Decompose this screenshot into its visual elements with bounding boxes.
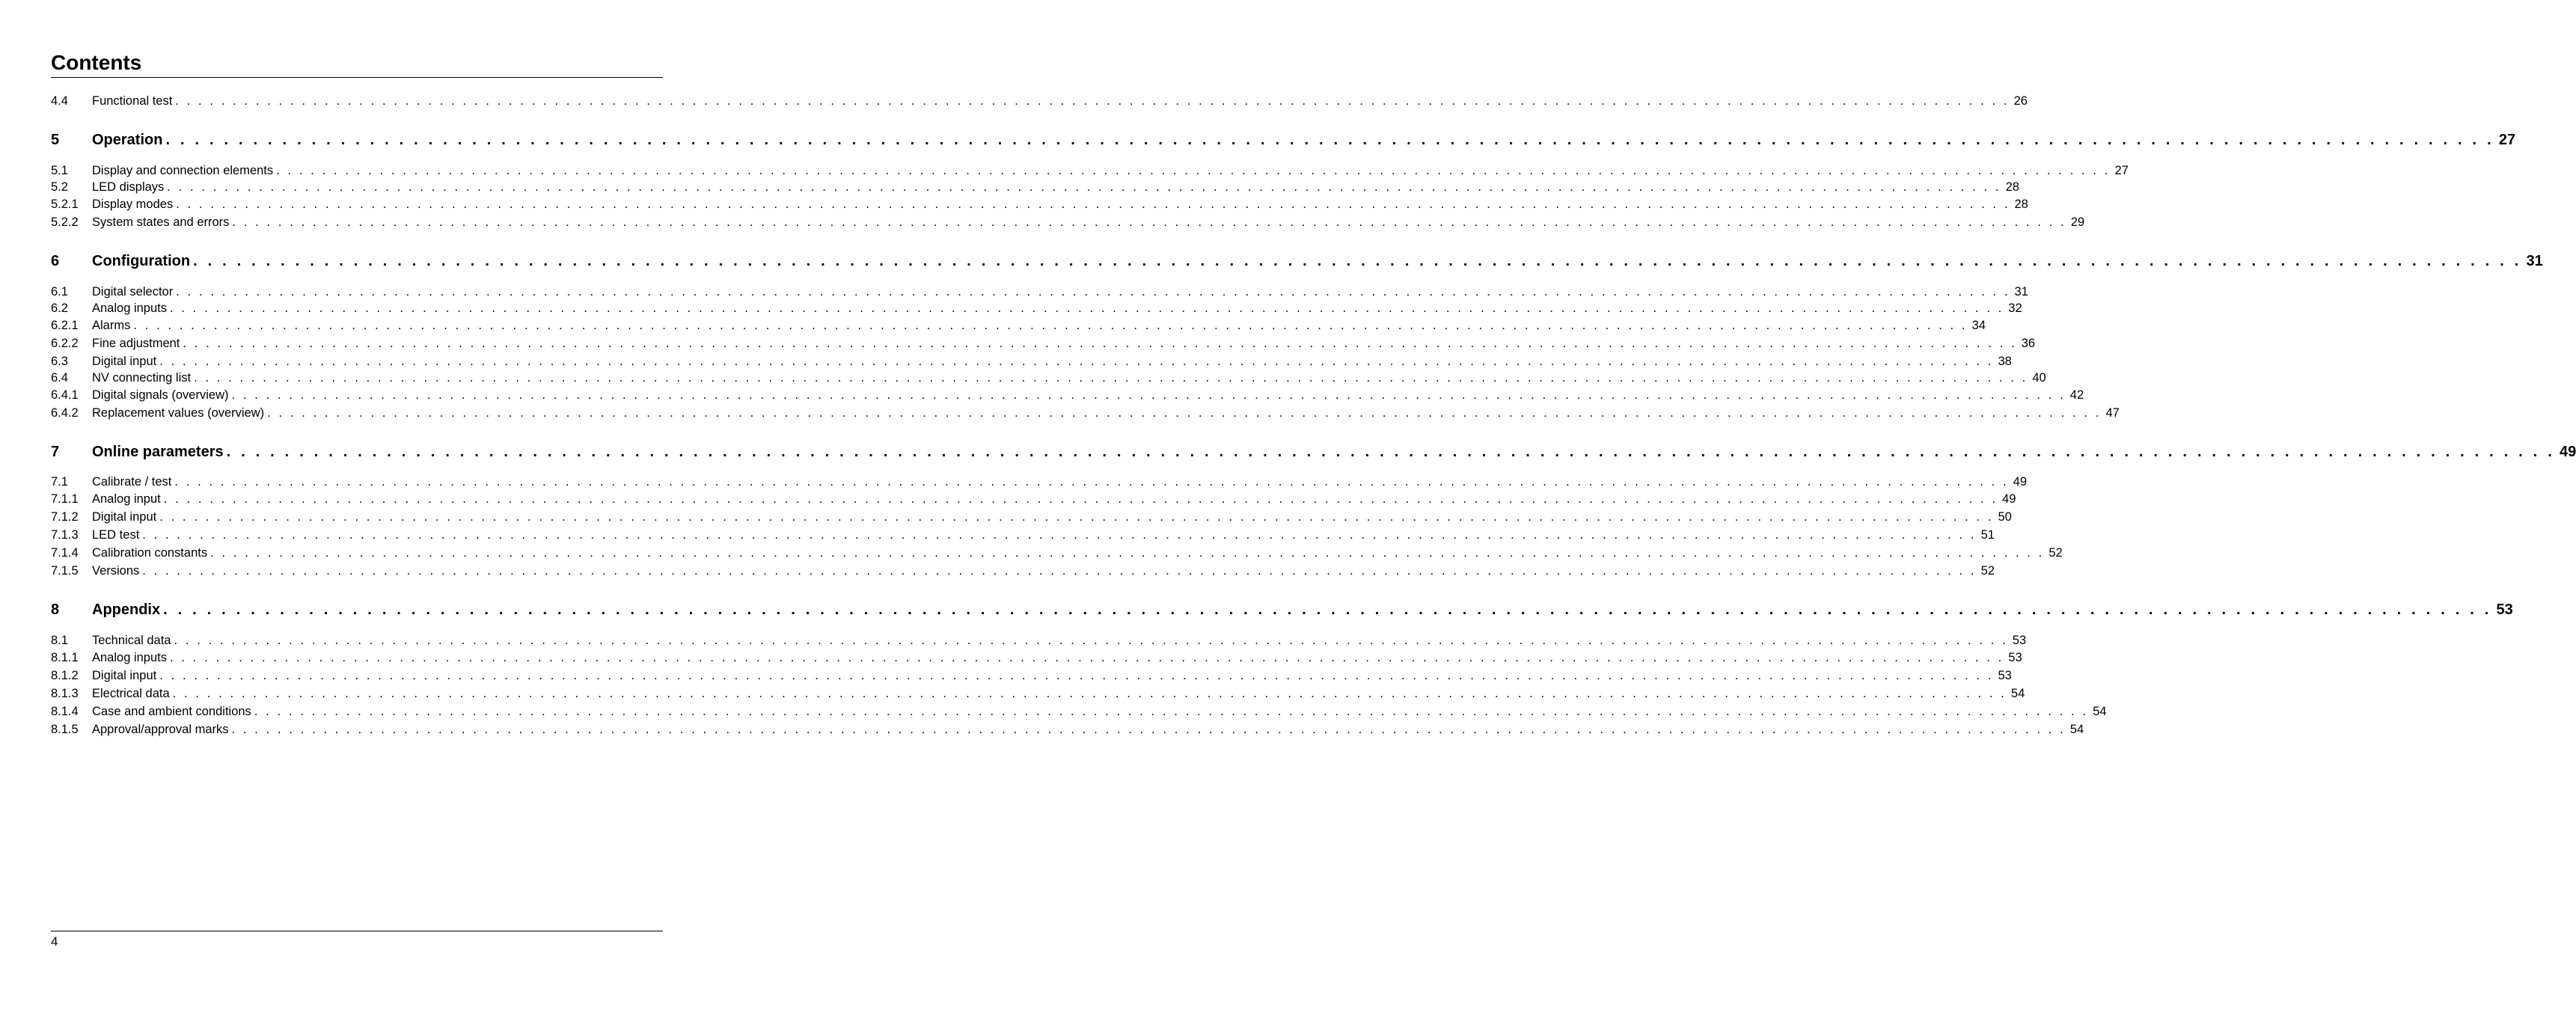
toc-entry[interactable] <box>51 509 2012 525</box>
toc-entry-page: 53 <box>2496 602 2513 618</box>
toc-entry[interactable] <box>51 370 2046 386</box>
toc-entry-number: 7.1 <box>51 475 68 489</box>
toc-entry-number: 7.1.3 <box>51 528 79 542</box>
toc-entry-number: 8.1.1 <box>51 651 79 664</box>
toc-chapter-entry[interactable] <box>51 130 2516 150</box>
toc-entry-title: Online parameters <box>92 444 224 460</box>
toc-entry-title: Digital selector <box>92 285 174 299</box>
toc-dot-leader: . . . . . . . . . . . . . . . . . . . . . . . . . . . . . . . . . . . . . . . . . . . . . . . . . . . . . . . . . . . . . . . . . . . . . . . . . . . . . . . . . . . . . . . . . . . . . . . . . . . . . . . . . . . . . . . . . . . . . . . . . . . . . . . . . . . . . . . . . . . . . . . . . . . . . . . . . . . . . . . . <box>165 132 2494 148</box>
toc-entry-number: 5.2 <box>51 180 68 194</box>
toc-entry-page: 40 <box>2032 371 2046 385</box>
toc-dot-leader: . . . . . . . . . . . . . . . . . . . . . . . . . . . . . . . . . . . . . . . . . . . . . . . . . . . . . . . . . . . . . . . . . . . . . . . . . . . . . . . . . . . . . . . . . . . . . . . . . . . . . . . . . . . . . . . . . . . . . . . . . . . . . . . . . . . . . . . . . . . . . . . . . . . . . . . . . . . . . . . . <box>176 285 2010 299</box>
toc-entry-title: Electrical data <box>92 687 170 700</box>
toc-dot-leader: . . . . . . . . . . . . . . . . . . . . . . . . . . . . . . . . . . . . . . . . . . . . . . . . . . . . . . . . . . . . . . . . . . . . . . . . . . . . . . . . . . . . . . . . . . . . . . . . . . . . . . . . . . . . . . . . . . . . . . . . . . . . . . . . . . . . . . . . . . . . . . . . . . . . . . . . . . . . . . . . <box>172 687 2007 700</box>
toc-entry-number: 6.1 <box>51 285 68 299</box>
toc-entry-number: 7.1.2 <box>51 510 79 524</box>
toc-entry-page: 47 <box>2105 406 2120 420</box>
toc-entry-title: LED test <box>92 528 140 542</box>
toc-dot-leader: . . . . . . . . . . . . . . . . . . . . . . . . . . . . . . . . . . . . . . . . . . . . . . . . . . . . . . . . . . . . . . . . . . . . . . . . . . . . . . . . . . . . . . . . . . . . . . . . . . . . . . . . . . . . . . . . . . . . . . . . . . . . . . . . . . . . . . . . . . . . . . . . . . . . . . . . . . . . . . . . <box>193 253 2522 269</box>
toc-entry-page: 27 <box>2498 132 2516 148</box>
toc-dot-leader: . . . . . . . . . . . . . . . . . . . . . . . . . . . . . . . . . . . . . . . . . . . . . . . . . . . . . . . . . . . . . . . . . . . . . . . . . . . . . . . . . . . . . . . . . . . . . . . . . . . . . . . . . . . . . . . . . . . . . . . . . . . . . . . . . . . . . . . . . . . . . . . . . . . . . . . . . . . . . . . . <box>175 94 2010 108</box>
toc-dot-leader: . . . . . . . . . . . . . . . . . . . . . . . . . . . . . . . . . . . . . . . . . . . . . . . . . . . . . . . . . . . . . . . . . . . . . . . . . . . . . . . . . . . . . . . . . . . . . . . . . . . . . . . . . . . . . . . . . . . . . . . . . . . . . . . . . . . . . . . . . . . . . . . . . . . . . . . . . . . . . . . . <box>159 510 1994 524</box>
toc-entry[interactable] <box>51 162 2129 179</box>
toc-entry-title: Analog inputs <box>92 302 167 315</box>
toc-entry-page: 38 <box>1998 355 2012 368</box>
title-divider <box>51 77 663 78</box>
toc-entry-page: 53 <box>2012 634 2027 647</box>
toc-chapter-entry[interactable] <box>51 600 2513 619</box>
toc-entry-title: Functional test <box>92 94 173 108</box>
toc-entry-number: 8.1 <box>51 634 68 647</box>
toc-entry-page: 52 <box>1980 564 1995 578</box>
toc-entry[interactable] <box>51 353 2012 370</box>
toc-dot-leader: . . . . . . . . . . . . . . . . . . . . . . . . . . . . . . . . . . . . . . . . . . . . . . . . . . . . . . . . . . . . . . . . . . . . . . . . . . . . . . . . . . . . . . . . . . . . . . . . . . . . . . . . . . . . . . . . . . . . . . . . . . . . . . . . . . . . . . . . . . . . . . . . . . . . . . . . . . . . . . . . <box>254 705 2089 718</box>
toc-entry-number: 7.1.4 <box>51 546 79 560</box>
toc-entry[interactable] <box>51 649 2022 666</box>
toc-entry-page: 27 <box>2114 164 2129 177</box>
toc-entry-number: 6.2.1 <box>51 319 79 332</box>
toc-dot-leader: . . . . . . . . . . . . . . . . . . . . . . . . . . . . . . . . . . . . . . . . . . . . . . . . . . . . . . . . . . . . . . . . . . . . . . . . . . . . . . . . . . . . . . . . . . . . . . . . . . . . . . . . . . . . . . . . . . . . . . . . . . . . . . . . . . . . . . . . . . . . . . . . . . . . . . . . . . . . . . . . <box>174 634 2008 647</box>
toc-entry[interactable] <box>51 317 1986 334</box>
toc-entry-title: Digital input <box>92 510 157 524</box>
toc-entry-title: System states and errors <box>92 215 230 229</box>
toc-dot-leader: . . . . . . . . . . . . . . . . . . . . . . . . . . . . . . . . . . . . . . . . . . . . . . . . . . . . . . . . . . . . . . . . . . . . . . . . . . . . . . . . . . . . . . . . . . . . . . . . . . . . . . . . . . . . . . . . . . . . . . . . . . . . . . . . . . . . . . . . . . . . . . . . . . . . . . . . . . . . . . . . <box>159 669 1994 682</box>
toc-entry[interactable] <box>51 196 2028 212</box>
toc-entry-page: 52 <box>2049 546 2063 560</box>
toc-dot-leader: . . . . . . . . . . . . . . . . . . . . . . . . . . . . . . . . . . . . . . . . . . . . . . . . . . . . . . . . . . . . . . . . . . . . . . . . . . . . . . . . . . . . . . . . . . . . . . . . . . . . . . . . . . . . . . . . . . . . . . . . . . . . . . . . . . . . . . . . . . . . . . . . . . . . . . . . . . . . . . . . <box>167 180 2001 194</box>
toc-entry-title: Display modes <box>92 198 174 211</box>
toc-dot-leader: . . . . . . . . . . . . . . . . . . . . . . . . . . . . . . . . . . . . . . . . . . . . . . . . . . . . . . . . . . . . . . . . . . . . . . . . . . . . . . . . . . . . . . . . . . . . . . . . . . . . . . . . . . . . . . . . . . . . . . . . . . . . . . . . . . . . . . . . . . . . . . . . . . . . . . . . . . . . . . . . <box>176 198 2010 211</box>
toc-entry-title: Technical data <box>92 634 171 647</box>
toc-entry-title: Analog input <box>92 492 161 506</box>
toc-dot-leader: . . . . . . . . . . . . . . . . . . . . . . . . . . . . . . . . . . . . . . . . . . . . . . . . . . . . . . . . . . . . . . . . . . . . . . . . . . . . . . . . . . . . . . . . . . . . . . . . . . . . . . . . . . . . . . . . . . . . . . . . . . . . . . . . . . . . . . . . . . . . . . . . . . . . . . . . . . . . . . . . <box>170 302 2004 315</box>
toc-entry-number: 8.1.5 <box>51 723 79 736</box>
toc-entry-number: 5.2.1 <box>51 198 79 211</box>
toc-entry-page: 31 <box>2014 285 2028 299</box>
toc-dot-leader: . . . . . . . . . . . . . . . . . . . . . . . . . . . . . . . . . . . . . . . . . . . . . . . . . . . . . . . . . . . . . . . . . . . . . . . . . . . . . . . . . . . . . . . . . . . . . . . . . . . . . . . . . . . . . . . . . . . . . . . . . . . . . . . . . . . . . . . . . . . . . . . . . . . . . . . . . . . . . . . . <box>267 406 2102 420</box>
toc-chapter-entry[interactable] <box>51 442 2576 462</box>
toc-dot-leader: . . . . . . . . . . . . . . . . . . . . . . . . . . . . . . . . . . . . . . . . . . . . . . . . . . . . . . . . . . . . . . . . . . . . . . . . . . . . . . . . . . . . . . . . . . . . . . . . . . . . . . . . . . . . . . . . . . . . . . . . . . . . . . . . . . . . . . . . . . . . . . . . . . . . . . . . . . . . . . . . <box>170 651 2004 664</box>
toc-dot-leader: . . . . . . . . . . . . . . . . . . . . . . . . . . . . . . . . . . . . . . . . . . . . . . . . . . . . . . . . . . . . . . . . . . . . . . . . . . . . . . . . . . . . . . . . . . . . . . . . . . . . . . . . . . . . . . . . . . . . . . . . . . . . . . . . . . . . . . . . . . . . . . . . . . . . . . . . . . . . . . . . <box>231 723 2066 736</box>
toc-dot-leader: . . . . . . . . . . . . . . . . . . . . . . . . . . . . . . . . . . . . . . . . . . . . . . . . . . . . . . . . . . . . . . . . . . . . . . . . . . . . . . . . . . . . . . . . . . . . . . . . . . . . . . . . . . . . . . . . . . . . . . . . . . . . . . . . . . . . . . . . . . . . . . . . . . . . . . . . . . . . . . . . <box>133 319 1968 332</box>
toc-entry-title: Alarms <box>92 319 131 332</box>
toc-entry-number: 4.4 <box>51 94 68 108</box>
toc-dot-leader: . . . . . . . . . . . . . . . . . . . . . . . . . . . . . . . . . . . . . . . . . . . . . . . . . . . . . . . . . . . . . . . . . . . . . . . . . . . . . . . . . . . . . . . . . . . . . . . . . . . . . . . . . . . . . . . . . . . . . . . . . . . . . . . . . . . . . . . . . . . . . . . . . . . . . . . . . . . . . . . . <box>163 492 1998 506</box>
page-title: Contents <box>51 51 142 74</box>
toc-dot-leader: . . . . . . . . . . . . . . . . . . . . . . . . . . . . . . . . . . . . . . . . . . . . . . . . . . . . . . . . . . . . . . . . . . . . . . . . . . . . . . . . . . . . . . . . . . . . . . . . . . . . . . . . . . . . . . . . . . . . . . . . . . . . . . . . . . . . . . . . . . . . . . . . . . . . . . . . . . . . . . . . <box>159 355 1994 368</box>
toc-entry-number: 5.1 <box>51 164 68 177</box>
toc-entry[interactable] <box>51 491 2016 507</box>
toc-entry-page: 54 <box>2093 705 2107 718</box>
toc-entry[interactable] <box>51 214 2085 230</box>
toc-entry-page: 32 <box>2008 302 2022 315</box>
toc-entry[interactable] <box>51 527 1995 543</box>
toc-entry-title: Calibrate / test <box>92 475 172 489</box>
toc-entry-number: 6.4.2 <box>51 406 79 420</box>
toc-entry[interactable] <box>51 632 2027 649</box>
toc-entry-title: Fine adjustment <box>92 337 180 350</box>
toc-entry-title: Versions <box>92 564 140 578</box>
toc-entry-title: Replacement values (overview) <box>92 406 265 420</box>
toc-entry-title: Digital signals (overview) <box>92 388 229 402</box>
toc-entry-number: 5 <box>51 132 60 148</box>
toc-entry-title: Case and ambient conditions <box>92 705 251 718</box>
toc-dot-leader: . . . . . . . . . . . . . . . . . . . . . . . . . . . . . . . . . . . . . . . . . . . . . . . . . . . . . . . . . . . . . . . . . . . . . . . . . . . . . . . . . . . . . . . . . . . . . . . . . . . . . . . . . . . . . . . . . . . . . . . . . . . . . . . . . . . . . . . . . . . . . . . . . . . . . . . . . . . . . . . . <box>210 546 2045 560</box>
toc-entry[interactable] <box>51 387 2084 403</box>
toc-entry-title: Approval/approval marks <box>92 723 229 736</box>
toc-entry-page: 49 <box>2002 492 2016 506</box>
toc-entry-page: 54 <box>2010 687 2025 700</box>
toc-entry-page: 54 <box>2069 723 2084 736</box>
toc-dot-leader: . . . . . . . . . . . . . . . . . . . . . . . . . . . . . . . . . . . . . . . . . . . . . . . . . . . . . . . . . . . . . . . . . . . . . . . . . . . . . . . . . . . . . . . . . . . . . . . . . . . . . . . . . . . . . . . . . . . . . . . . . . . . . . . . . . . . . . . . . . . . . . . . . . . . . . . . . . . . . . . . <box>183 337 2017 350</box>
toc-entry-number: 6.2 <box>51 302 68 315</box>
toc-chapter-entry[interactable] <box>51 251 2543 271</box>
toc-entry-title: LED displays <box>92 180 165 194</box>
toc-entry-number: 7.1.1 <box>51 492 79 506</box>
toc-entry[interactable] <box>51 405 2120 421</box>
toc-entry-number: 6.3 <box>51 355 68 368</box>
toc-entry-page: 34 <box>1971 319 1986 332</box>
toc-entry[interactable] <box>51 474 2028 490</box>
toc-entry[interactable] <box>51 685 2025 702</box>
toc-dot-leader: . . . . . . . . . . . . . . . . . . . . . . . . . . . . . . . . . . . . . . . . . . . . . . . . . . . . . . . . . . . . . . . . . . . . . . . . . . . . . . . . . . . . . . . . . . . . . . . . . . . . . . . . . . . . . . . . . . . . . . . . . . . . . . . . . . . . . . . . . . . . . . . . . . . . . . . . . . . . . . . . <box>231 388 2066 402</box>
toc-entry[interactable] <box>51 703 2107 720</box>
toc-entry[interactable] <box>51 545 2063 561</box>
toc-entry-page: 28 <box>2014 198 2028 211</box>
toc-entry-title: Appendix <box>92 602 161 618</box>
toc-entry-title: Configuration <box>92 253 191 269</box>
toc-entry-number: 6.2.2 <box>51 337 79 350</box>
toc-entry[interactable] <box>51 284 2028 300</box>
toc-entry[interactable] <box>51 300 2022 316</box>
toc-entry-number: 6 <box>51 253 60 269</box>
toc-entry[interactable] <box>51 93 2028 109</box>
toc-entry-page: 28 <box>2005 180 2019 194</box>
toc-entry-page: 49 <box>2560 444 2576 460</box>
toc-entry-page: 49 <box>2013 475 2028 489</box>
toc-entry-page: 29 <box>2070 215 2085 229</box>
toc-entry-number: 7 <box>51 444 60 460</box>
toc-entry-page: 50 <box>1998 510 2012 524</box>
toc-entry-number: 8.1.4 <box>51 705 79 718</box>
toc-dot-leader: . . . . . . . . . . . . . . . . . . . . . . . . . . . . . . . . . . . . . . . . . . . . . . . . . . . . . . . . . . . . . . . . . . . . . . . . . . . . . . . . . . . . . . . . . . . . . . . . . . . . . . . . . . . . . . . . . . . . . . . . . . . . . . . . . . . . . . . . . . . . . . . . . . . . . . . . . . . . . . . . <box>163 602 2492 618</box>
toc-entry-title: Calibration constants <box>92 546 208 560</box>
toc-entry-title: Digital input <box>92 355 157 368</box>
toc-entry-page: 36 <box>2021 337 2036 350</box>
toc-entry-page: 51 <box>1980 528 1995 542</box>
toc-entry-number: 8.1.3 <box>51 687 79 700</box>
toc-dot-leader: . . . . . . . . . . . . . . . . . . . . . . . . . . . . . . . . . . . . . . . . . . . . . . . . . . . . . . . . . . . . . . . . . . . . . . . . . . . . . . . . . . . . . . . . . . . . . . . . . . . . . . . . . . . . . . . . . . . . . . . . . . . . . . . . . . . . . . . . . . . . . . . . . . . . . . . . . . . . . . . . <box>276 164 2111 177</box>
footer-page-number: 4 <box>51 934 58 949</box>
toc-entry-number: 6.4 <box>51 371 68 385</box>
toc-entry-page: 42 <box>2069 388 2084 402</box>
toc-dot-leader: . . . . . . . . . . . . . . . . . . . . . . . . . . . . . . . . . . . . . . . . . . . . . . . . . . . . . . . . . . . . . . . . . . . . . . . . . . . . . . . . . . . . . . . . . . . . . . . . . . . . . . . . . . . . . . . . . . . . . . . . . . . . . . . . . . . . . . . . . . . . . . . . . . . . . . . . . . . . . . . . <box>232 215 2066 229</box>
toc-dot-leader: . . . . . . . . . . . . . . . . . . . . . . . . . . . . . . . . . . . . . . . . . . . . . . . . . . . . . . . . . . . . . . . . . . . . . . . . . . . . . . . . . . . . . . . . . . . . . . . . . . . . . . . . . . . . . . . . . . . . . . . . . . . . . . . . . . . . . . . . . . . . . . . . . . . . . . . . . . . . . . . . <box>226 444 2555 460</box>
toc-entry-number: 5.2.2 <box>51 215 79 229</box>
toc-entry-page: 31 <box>2526 253 2543 269</box>
toc-entry-page: 53 <box>1998 669 2012 682</box>
toc-entry[interactable] <box>51 721 2084 738</box>
toc-entry-title: Analog inputs <box>92 651 167 664</box>
toc-entry-page: 53 <box>2008 651 2022 664</box>
toc-dot-leader: . . . . . . . . . . . . . . . . . . . . . . . . . . . . . . . . . . . . . . . . . . . . . . . . . . . . . . . . . . . . . . . . . . . . . . . . . . . . . . . . . . . . . . . . . . . . . . . . . . . . . . . . . . . . . . . . . . . . . . . . . . . . . . . . . . . . . . . . . . . . . . . . . . . . . . . . . . . . . . . . <box>142 564 1977 578</box>
toc-entry-number: 8 <box>51 602 60 618</box>
toc-entry[interactable] <box>51 563 1995 579</box>
toc-entry[interactable] <box>51 667 2012 684</box>
toc-entry-title: NV connecting list <box>92 371 192 385</box>
toc-entry-number: 7.1.5 <box>51 564 79 578</box>
toc-dot-leader: . . . . . . . . . . . . . . . . . . . . . . . . . . . . . . . . . . . . . . . . . . . . . . . . . . . . . . . . . . . . . . . . . . . . . . . . . . . . . . . . . . . . . . . . . . . . . . . . . . . . . . . . . . . . . . . . . . . . . . . . . . . . . . . . . . . . . . . . . . . . . . . . . . . . . . . . . . . . . . . . <box>194 371 2028 385</box>
toc-entry-title: Operation <box>92 132 163 148</box>
toc-entry-page: 26 <box>2013 94 2028 108</box>
toc-entry-number: 8.1.2 <box>51 669 79 682</box>
toc-entry-title: Digital input <box>92 669 157 682</box>
toc-entry-title: Display and connection elements <box>92 164 274 177</box>
toc-dot-leader: . . . . . . . . . . . . . . . . . . . . . . . . . . . . . . . . . . . . . . . . . . . . . . . . . . . . . . . . . . . . . . . . . . . . . . . . . . . . . . . . . . . . . . . . . . . . . . . . . . . . . . . . . . . . . . . . . . . . . . . . . . . . . . . . . . . . . . . . . . . . . . . . . . . . . . . . . . . . . . . . <box>142 528 1977 542</box>
toc-entry[interactable] <box>51 179 2019 195</box>
toc-entry[interactable] <box>51 335 2036 352</box>
toc-entry-number: 6.4.1 <box>51 388 79 402</box>
toc-dot-leader: . . . . . . . . . . . . . . . . . . . . . . . . . . . . . . . . . . . . . . . . . . . . . . . . . . . . . . . . . . . . . . . . . . . . . . . . . . . . . . . . . . . . . . . . . . . . . . . . . . . . . . . . . . . . . . . . . . . . . . . . . . . . . . . . . . . . . . . . . . . . . . . . . . . . . . . . . . . . . . . . <box>174 475 2009 489</box>
